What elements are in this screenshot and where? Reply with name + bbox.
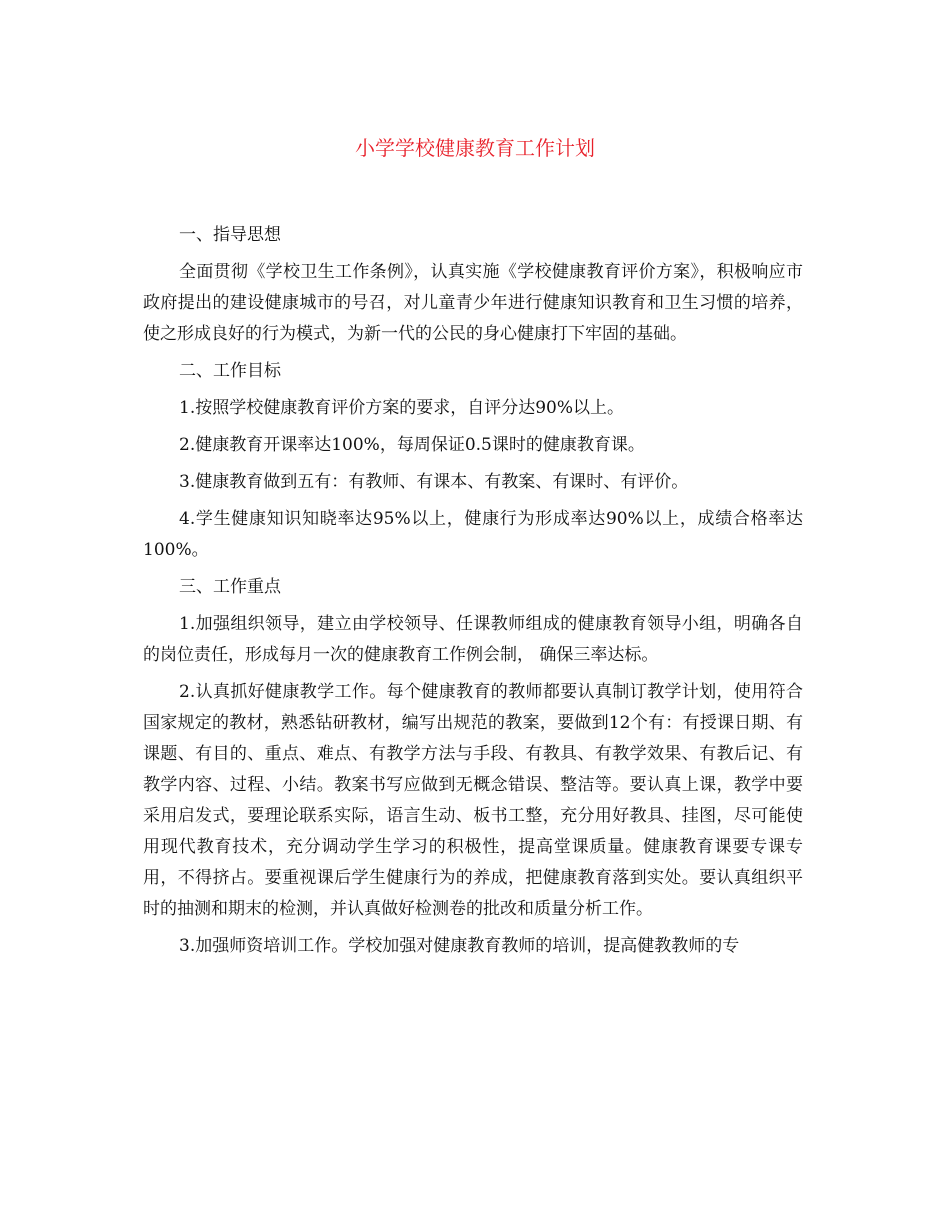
goal-item-4: 4.学生健康知识知晓率达95%以上，健康行为形成率达90%以上，成绩合格率达100%。: [143, 509, 803, 560]
section-heading-work-focus: 三、工作重点: [179, 577, 281, 597]
document-body: [143, 220, 803, 968]
focus-item-1: 1.加强组织领导，建立由学校领导、任课教师组成的健康教育领导小组，明确各自的岗位责任，形成每月一次的健康教育工作例会制， 确保三率达标。: [143, 614, 803, 665]
goal-item-3: 3.健康教育做到五有：有教师、有课本、有教案、有课时、有评价。: [179, 472, 689, 492]
section-heading-guiding-ideology: 一、指导思想: [179, 225, 281, 245]
section-heading-work-goals: 二、工作目标: [179, 361, 281, 381]
focus-item-2: 2.认真抓好健康教学工作。每个健康教育的教师都要认真制订教学计划，使用符合国家规定的教材，熟悉钻研教材，编写出规范的教案，要做到12个有：有授课日期、有课题、有目的、重点、难点、有教学方法与手段、有教具、有教学效果、有教后记、有教学内容、过程、小结。教案书写应做到无概念错误、整洁等。要认真上课，教学中要采用启发式，要理论联系实际，语言生动、板书工整，充分用好教具、挂图，尽可能使用现代教育技术，充分调动学生学习的积极性，提高堂课质量。健康教育课要专课专用，不得挤占。要重视课后学生健康行为的养成，把健康教育落到实处。要认真组织平时的抽测和期末的检测，并认真做好检测卷的批改和质量分析工作。: [143, 682, 803, 919]
goal-item-1: 1.按照学校健康教育评价方案的要求，自评分达90%以上。: [179, 398, 625, 418]
document-title: 小学学校健康教育工作计划: [355, 136, 595, 160]
section-paragraph: 全面贯彻《学校卫生工作条例》，认真实施《学校健康教育评价方案》，积极响应市政府提出的建设健康城市的号召，对儿童青少年进行健康知识教育和卫生习惯的培养，使之形成良好的行为模式，为新一代的公民的身心健康打下牢固的基础。: [143, 262, 803, 344]
focus-item-3: 3.加强师资培训工作。学校加强对健康教育教师的培训，提高健教教师的专: [179, 936, 740, 956]
goal-item-2: 2.健康教育开课率达100%，每周保证0.5课时的健康教育课。: [179, 435, 645, 455]
